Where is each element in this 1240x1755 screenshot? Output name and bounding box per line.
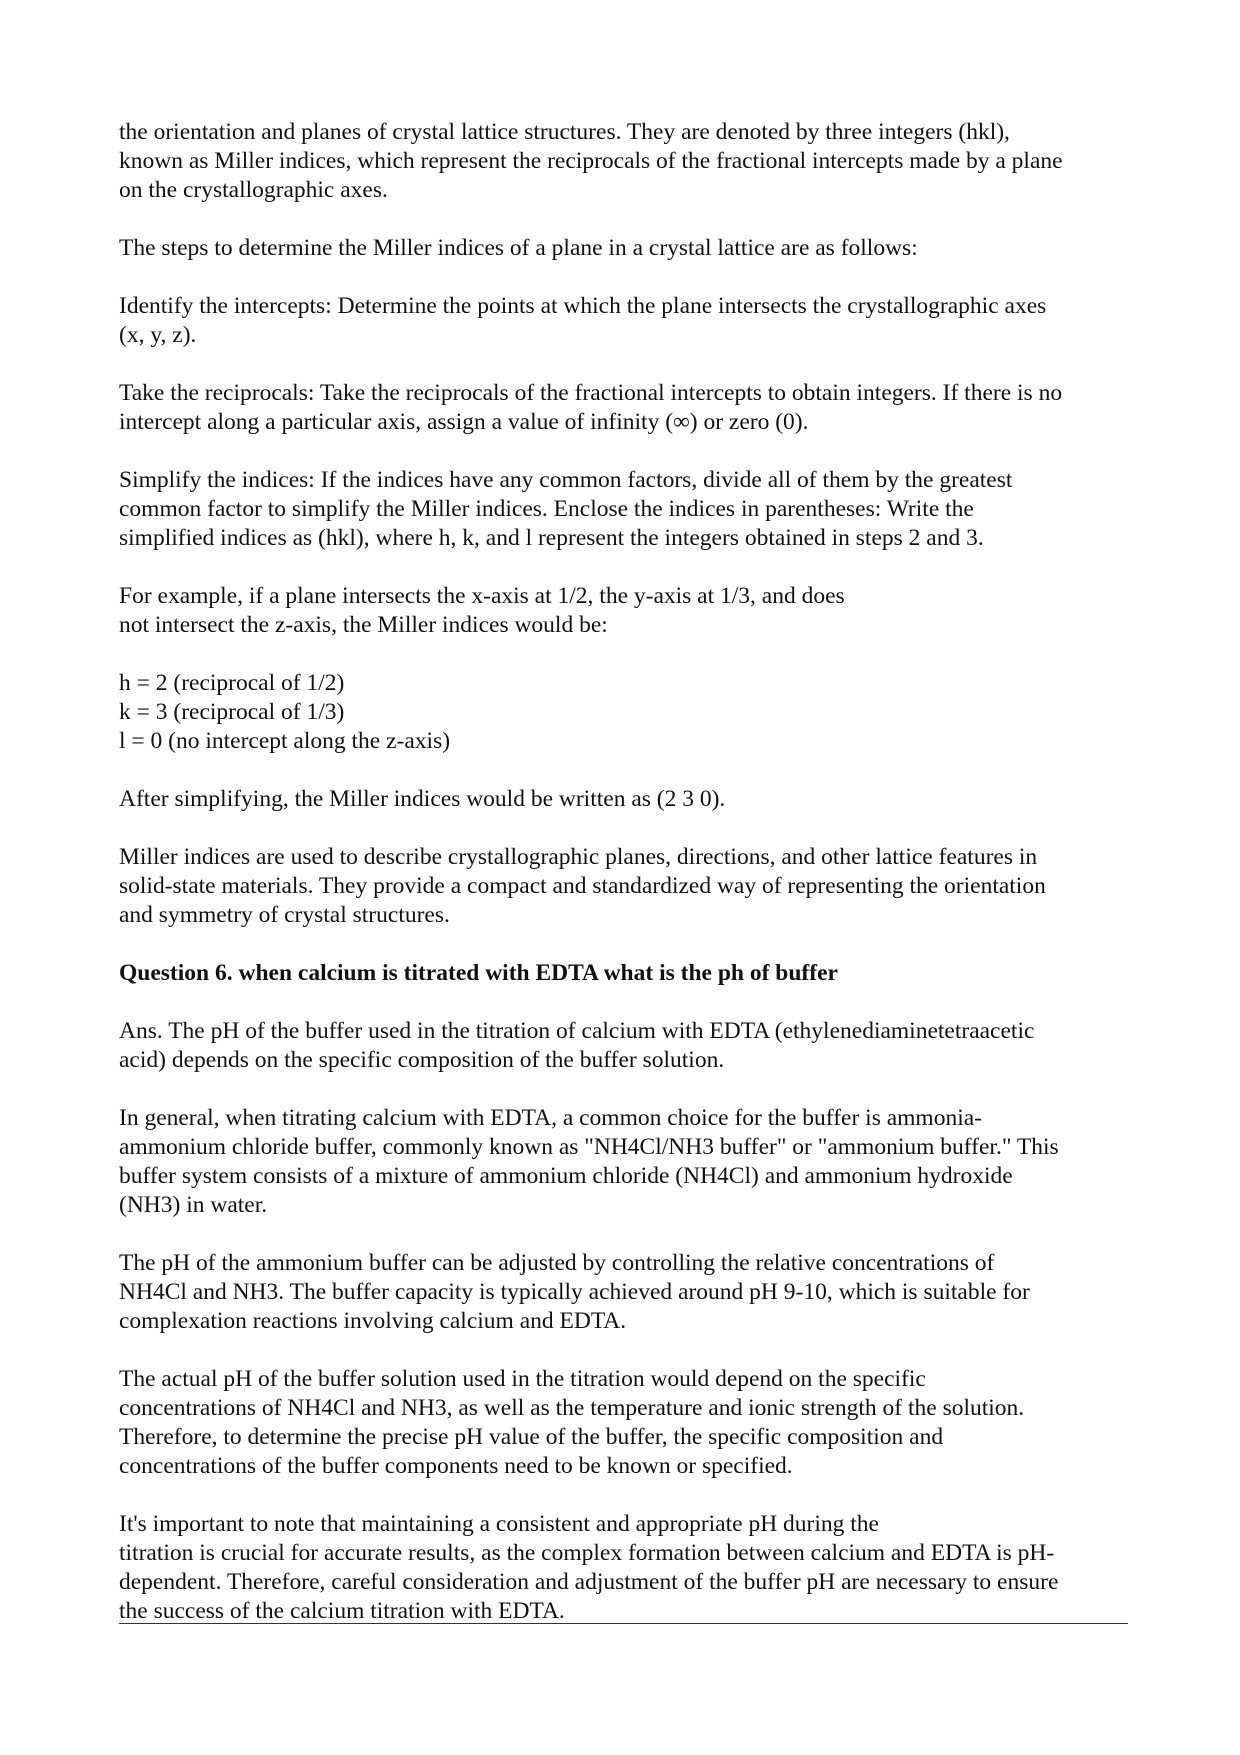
text-line: complexation reactions involving calcium and EDTA.: [119, 1308, 627, 1334]
paragraph-conclusion: [119, 1510, 1128, 1626]
paragraph-step-intercepts: [119, 292, 1128, 350]
text-line: l = 0 (no intercept along the z-axis): [119, 728, 451, 754]
paragraph-intro: [119, 118, 1128, 205]
paragraph-example-result: [119, 785, 1128, 814]
text-line: dependent. Therefore, careful consideration and adjustment of the buffer pH are necessary to ensure: [119, 1569, 1059, 1595]
question-title: Question 6. when calcium is titrated with EDTA what is the ph of buffer: [119, 960, 838, 986]
text-line: Miller indices are used to describe crystallographic planes, directions, and other lattice features in: [119, 844, 1038, 870]
text-line: In general, when titrating calcium with EDTA, a common choice for the buffer is ammonia-: [119, 1105, 982, 1131]
text-line: h = 2 (reciprocal of 1/2): [119, 670, 345, 696]
text-line: The pH of the ammonium buffer can be adjusted by controlling the relative concentrations of: [119, 1250, 995, 1276]
text-line: concentrations of NH4Cl and NH3, as well as the temperature and ionic strength of the solution.: [119, 1395, 1025, 1421]
paragraph-buffer-choice: [119, 1104, 1128, 1220]
text-line: (NH3) in water.: [119, 1192, 268, 1218]
text-line: buffer system consists of a mixture of ammonium chloride (NH4Cl) and ammonium hydroxide: [119, 1163, 1013, 1189]
text-line: Simplify the indices: If the indices have any common factors, divide all of them by the greatest: [119, 467, 1013, 493]
text-line: solid-state materials. They provide a compact and standardized way of representing the orientation: [119, 873, 1046, 899]
question-heading: [119, 959, 1128, 988]
text-line: The actual pH of the buffer solution used in the titration would depend on the specific: [119, 1366, 926, 1392]
text-line: For example, if a plane intersects the x-axis at 1/2, the y-axis at 1/3, and does: [119, 583, 845, 609]
text-line: Therefore, to determine the precise pH value of the buffer, the specific composition and: [119, 1424, 944, 1450]
paragraph-actual-ph: [119, 1365, 1128, 1481]
text-line: the orientation and planes of crystal lattice structures. They are denoted by three integers (hkl),: [119, 119, 1010, 145]
text-line: common factor to simplify the Miller indices. Enclose the indices in parentheses: Write the: [119, 496, 974, 522]
paragraph-buffer-ph: [119, 1249, 1128, 1336]
text-line: known as Miller indices, which represent the reciprocals of the fractional intercepts made by a plane: [119, 148, 1063, 174]
paragraph-step-simplify: [119, 466, 1128, 553]
paragraph-answer: [119, 1017, 1128, 1075]
text-line: Ans. The pH of the buffer used in the titration of calcium with EDTA (ethylenediaminetetraacetic: [119, 1018, 1035, 1044]
paragraph-example: [119, 582, 1128, 640]
text-line: acid) depends on the specific composition of the buffer solution.: [119, 1047, 725, 1073]
text-line: Take the reciprocals: Take the reciprocals of the fractional intercepts to obtain integers. If there is no: [119, 380, 1063, 406]
text-line: k = 3 (reciprocal of 1/3): [119, 699, 345, 725]
text-line: not intersect the z-axis, the Miller indices would be:: [119, 612, 608, 638]
text-line: After simplifying, the Miller indices would be written as (2 3 0).: [119, 786, 726, 812]
text-line: Identify the intercepts: Determine the points at which the plane intersects the crystallographic axes: [119, 293, 1047, 319]
text-line: It's important to note that maintaining a consistent and appropriate pH during the: [119, 1511, 879, 1537]
text-line: and symmetry of crystal structures.: [119, 902, 450, 928]
text-line: NH4Cl and NH3. The buffer capacity is typically achieved around pH 9-10, which is suitable for: [119, 1279, 1030, 1305]
text-line: the success of the calcium titration with EDTA.: [119, 1598, 565, 1624]
text-line: ammonium chloride buffer, commonly known as "NH4Cl/NH3 buffer" or "ammonium buffer." This: [119, 1134, 1059, 1160]
text-line: (x, y, z).: [119, 322, 197, 348]
paragraph-steps-intro: [119, 234, 1128, 263]
text-line: titration is crucial for accurate results, as the complex formation between calcium and EDTA is pH-: [119, 1540, 1055, 1566]
text-line: concentrations of the buffer components need to be known or specified.: [119, 1453, 793, 1479]
document-body: [119, 118, 1128, 1655]
text-line: The steps to determine the Miller indices of a plane in a crystal lattice are as follows:: [119, 235, 918, 261]
text-line: intercept along a particular axis, assign a value of infinity (∞) or zero (0).: [119, 409, 809, 435]
text-line: simplified indices as (hkl), where h, k, and l represent the integers obtained in steps 2 and 3.: [119, 525, 984, 551]
text-line: on the crystallographic axes.: [119, 177, 388, 203]
paragraph-example-values: [119, 669, 1128, 756]
paragraph-miller-usage: [119, 843, 1128, 930]
bottom-divider: [119, 1623, 1128, 1624]
paragraph-step-reciprocals: [119, 379, 1128, 437]
